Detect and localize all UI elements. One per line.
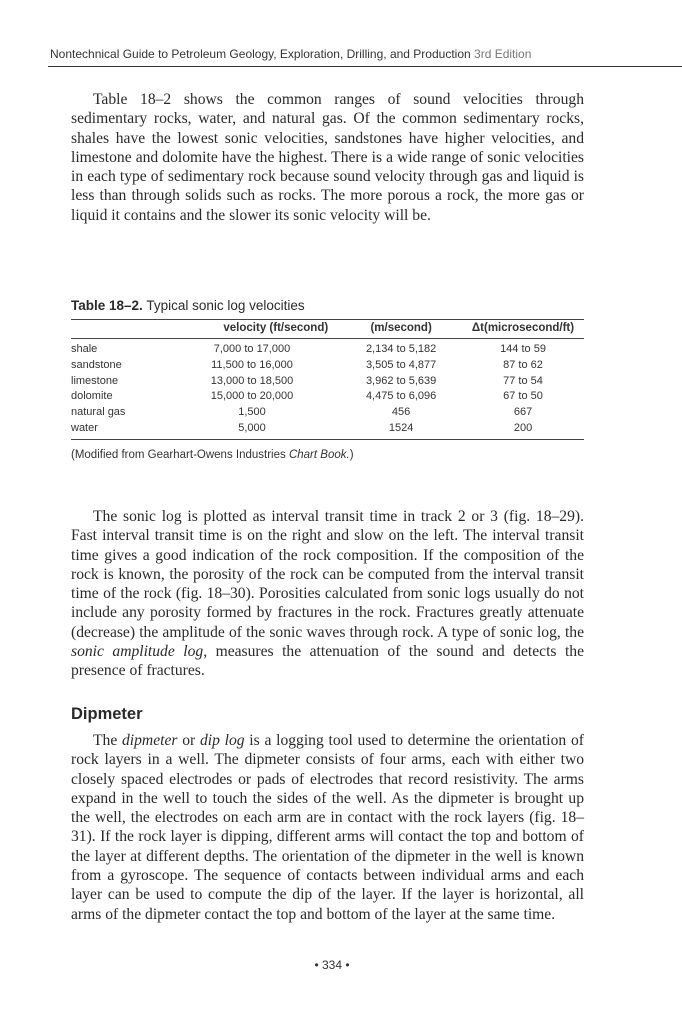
rock-type-cell: sandstone <box>71 358 122 371</box>
ft-velocity-cell: 1,500 <box>238 406 266 419</box>
paragraph-sonic-log <box>71 507 584 681</box>
transit-time-cell: 77 to 54 <box>503 374 543 387</box>
table-source-note <box>71 449 354 461</box>
rock-type-cell: limestone <box>71 374 119 387</box>
term-dip-log: dip log <box>199 732 245 749</box>
para3-text-c: or <box>177 732 200 749</box>
transit-time-cell: 144 to 59 <box>500 343 546 355</box>
table-header-row <box>71 320 584 339</box>
table-row <box>71 405 584 421</box>
table-row <box>71 358 584 374</box>
paragraph-dipmeter <box>71 731 584 924</box>
note-book-title: Chart Book. <box>288 449 350 461</box>
paragraph-sonic-velocities: Table 18–2 shows the common ranges of sound velocities through sedimentary rocks, water, and natural gas. Of the common sedimentary rocks, shales have the lowest sonic velocities, sandstones have higher velocities, and limestone and dolomite have the highest. There is a wide range of sonic velocities in each type of sedimentary rock because sound velocity through gas and liquid is less than through solids such as rocks. The more porous a rock, the more gas or liquid it contains and the slower its sonic velocity will be. <box>71 91 584 224</box>
ft-velocity-cell: 5,000 <box>164 421 340 439</box>
m-velocity-cell: 2,134 to 5,182 <box>365 343 437 355</box>
m-velocity-cell: 456 <box>391 406 411 419</box>
m-velocity-cell: 4,475 to 6,096 <box>365 390 437 403</box>
table-row <box>71 421 584 439</box>
rock-type-cell: water <box>71 421 164 439</box>
page-number: • 334 • <box>314 958 350 972</box>
para3-text-e: is a logging tool used to determine the orientation of rock layers in a well. The dipmeter consists of four arms, each with either two closely spaced electrodes or pads of electrodes that record resistivity. The arms expand in the well to touch the sides of the well. As the dipmeter is brought up the well, the electrodes on each arm are in contact with the rock layers (fig. 18–31). If the rock layer is dipping, different arms will contact the top and bottom of the layer at different depths. The orientation of the dipmeter in the well is known from a gyroscope. The sequence of contacts between individual arms and each layer can be used to compute the dip of the layer. If the layer is horizontal, all arms of the dipmeter contact the top and bottom of the layer at the same time. <box>71 732 584 923</box>
edition-label: 3rd Edition <box>474 47 532 61</box>
note-prefix: (Modified from Gearhart-Owens Industries <box>71 449 289 461</box>
para2-text-c: measures the attenuation of the sound and detects the presence of fractures. <box>71 643 585 680</box>
ft-velocity-cell: 15,000 to 20,000 <box>210 390 294 403</box>
rock-type-cell: dolomite <box>71 390 113 403</box>
table-row <box>71 339 584 358</box>
transit-time-cell: 67 to 50 <box>503 390 543 403</box>
transit-time-cell: 200 <box>462 421 584 439</box>
col-header-rock <box>71 320 164 339</box>
m-velocity-cell: 3,505 to 4,877 <box>365 358 437 371</box>
transit-time-cell: 87 to 62 <box>503 358 543 371</box>
col-header-ft-per-second: velocity (ft/second) <box>164 320 340 339</box>
para2-text-a: The sonic log is plotted as interval transit time in track 2 or 3 (fig. 18–29). Fast interval transit time is on the right and slow on the left. The interval transit time gives a good indication of the rock composition. If the composition of the rock is known, the porosity of the rock can be computed from the interval transit time of the rock (fig. 18–30). Porosities calculated from sonic logs usually do not include any porosity formed by fractures in the rock. Fractures greatly attenuate (decrease) the amplitude of the sonic waves through rock. A type of sonic log, the <box>71 508 584 641</box>
m-velocity-cell: 1524 <box>340 421 462 439</box>
table-caption-text: Typical sonic log velocities <box>146 298 305 313</box>
running-head <box>50 47 682 61</box>
rock-type-cell: natural gas <box>71 406 126 419</box>
transit-time-cell: 667 <box>513 406 533 419</box>
table-row <box>71 374 584 390</box>
ft-velocity-cell: 11,500 to 16,000 <box>211 358 293 371</box>
ft-velocity-cell: 7,000 to 17,000 <box>213 343 291 355</box>
note-suffix: ) <box>349 449 354 461</box>
book-title: Nontechnical Guide to Petroleum Geology, Exploration, Drilling, and Production <box>50 47 471 61</box>
sonic-velocity-table <box>71 319 584 440</box>
col-header-delta-t: Δt(microsecond/ft) <box>462 320 584 339</box>
m-velocity-cell: 3,962 to 5,639 <box>365 374 437 387</box>
table-row <box>71 389 584 405</box>
table-caption <box>71 298 305 313</box>
term-sonic-amplitude-log: sonic amplitude log, <box>71 643 208 661</box>
col-header-m-per-second: (m/second) <box>340 320 462 339</box>
rock-type-cell: shale <box>71 343 98 355</box>
header-rule <box>48 66 682 67</box>
section-heading-dipmeter: Dipmeter <box>71 705 143 723</box>
table-label: Table 18–2. <box>71 298 143 313</box>
ft-velocity-cell: 13,000 to 18,500 <box>210 374 294 387</box>
term-dipmeter: dipmeter <box>122 732 178 749</box>
para3-text-a: The <box>93 732 122 749</box>
